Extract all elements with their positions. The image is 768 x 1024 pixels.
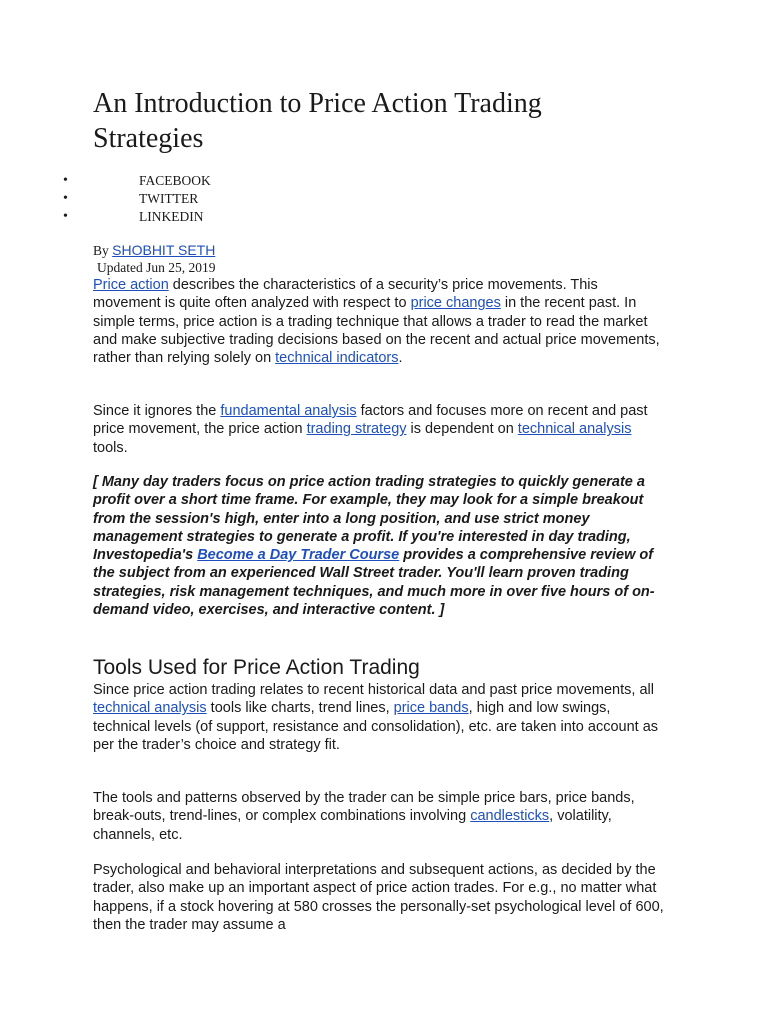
byline: [93, 242, 215, 259]
link-trading-strategy[interactable]: trading strategy: [306, 421, 407, 438]
article-title: An Introduction to Price Action Trading Strategies: [93, 88, 542, 154]
text: , high and low swings, technical levels (of support, resistance and consolidation), etc. are taken into account as per the trader’s choice and strategy fit.: [93, 700, 659, 753]
paragraph-intro: [93, 276, 668, 367]
text: tools like charts, trend lines,: [206, 700, 394, 717]
share-twitter[interactable]: • TWITTER: [63, 190, 211, 208]
share-list: [63, 172, 211, 226]
share-linkedin[interactable]: • LINKEDIN: [63, 208, 211, 226]
promo-quote: [93, 473, 678, 619]
link-price-bands[interactable]: price bands: [393, 700, 469, 717]
link-fundamental-analysis[interactable]: fundamental analysis: [220, 403, 357, 419]
link-candlesticks[interactable]: candlesticks: [470, 808, 550, 825]
text: The tools and patterns observed by the trader can be simple price bars, price bands, break-outs, trend-lines, or complex combinations involving: [93, 790, 635, 825]
text: in the recent past. In simple terms, price action is a trading technique that allows a trader to read the market and make subjective trading decisions based on the recent and actual price movements, rather than relying solely on: [93, 295, 660, 367]
share-facebook[interactable]: • FACEBOOK: [63, 172, 211, 190]
link-technical-analysis-2[interactable]: technical analysis: [93, 700, 207, 717]
link-technical-indicators[interactable]: technical indicators: [275, 350, 399, 367]
paragraph-fundamental: [93, 402, 668, 457]
text: is dependent on: [406, 421, 518, 438]
updated-date: Updated Jun 25, 2019: [97, 260, 216, 275]
text: factors and focuses more on recent and past price movement, the price action: [93, 403, 648, 438]
link-price-changes[interactable]: price changes: [410, 295, 501, 312]
text: Since it ignores the: [93, 403, 221, 419]
text: Since price action trading relates to recent historical data and past price movements, all: [93, 682, 654, 698]
text: provides a comprehensive review of the subject from an experienced Wall Street trader. You'll learn proven trading strategies, risk management techniques, and much more in over five hours of on-demand video, exercises, and interactive content. ]: [93, 547, 655, 619]
text: Psychological and behavioral interpretations and subsequent actions, as decided by the trader, also make up an important aspect of price action trades. For e.g., no matter what happens, if a stock hovering at 580 crosses the personally-set psychological level of 600, then the trader may assume a: [93, 862, 664, 933]
paragraph-patterns: [93, 789, 668, 844]
link-technical-analysis[interactable]: technical analysis: [517, 421, 632, 438]
by-label: By: [93, 243, 113, 258]
link-price-action[interactable]: Price action: [93, 277, 169, 293]
link-day-trader-course[interactable]: Become a Day Trader Course: [197, 547, 400, 564]
paragraph-psychological: [93, 861, 668, 934]
paragraph-tools: [93, 681, 668, 754]
section-heading: Tools Used for Price Action Trading: [93, 656, 420, 679]
text: .: [398, 350, 403, 367]
author-link[interactable]: SHOBHIT SETH: [112, 242, 216, 258]
text: , volatility, channels, etc.: [93, 808, 612, 843]
text: describes the characteristics of a security’s price movements. This movement is quite often analyzed with respect to: [93, 277, 598, 312]
text: [ Many day traders focus on price action trading strategies to quickly generate a profit over a short time frame. For example, they may look for a simple breakout from the session's high, enter into a long position, and use strict money management strategies to generate a profit. If you're interested in day trading, Investopedia's: [93, 474, 645, 564]
text: tools.: [93, 439, 128, 456]
